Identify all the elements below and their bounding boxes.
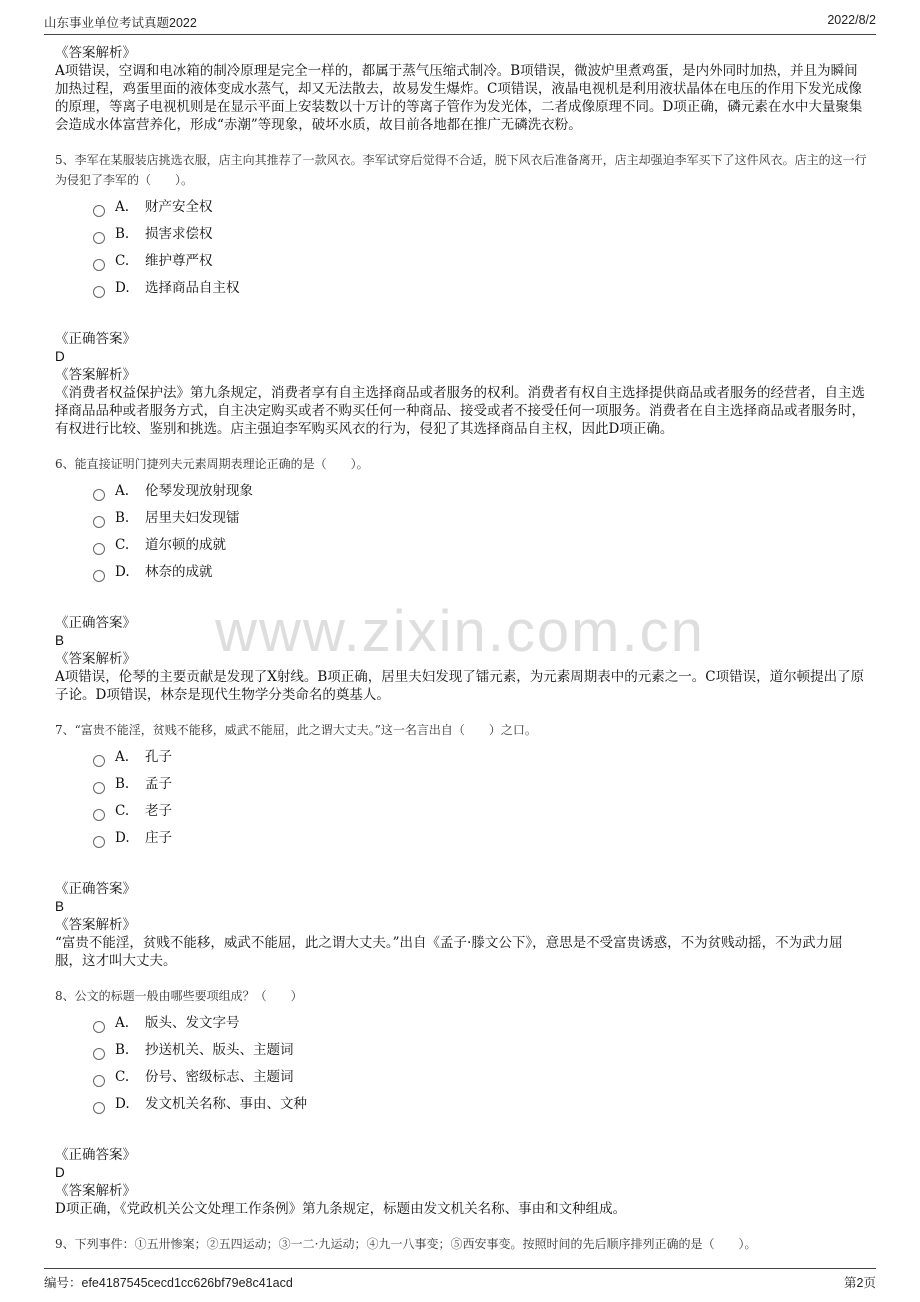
explain-label: 《答案解析》 [55,651,136,667]
document-body [55,44,867,1254]
question-stem: 8、公文的标题一般由哪些要项组成？（ ） [55,989,303,1003]
radio-icon[interactable] [93,232,105,244]
option-a[interactable]: A. 版头、发文字号 [93,1010,867,1037]
option-c[interactable]: C. 道尔顿的成就 [93,532,867,559]
option-list [93,194,867,302]
explain-label: 《答案解析》 [55,1183,136,1199]
radio-icon[interactable] [93,516,105,528]
radio-icon[interactable] [93,489,105,501]
correct-label: 《正确答案》 [55,1147,136,1163]
option-d[interactable]: D. 庄子 [93,825,867,852]
option-list [93,1010,867,1118]
document-title: 山东事业单位考试真题2022 [44,16,197,30]
correct-answer: D [55,1165,65,1180]
radio-icon[interactable] [93,570,105,582]
option-d[interactable]: D. 选择商品自主权 [93,275,867,302]
page-number: 第2页 [844,1276,876,1290]
question-stem: 9、下列事件：①五卅惨案；②五四运动；③一二·九运动；④九一八事变；⑤西安事变。按照时间的先后顺序排列正确的是（ ）。 [55,1237,757,1251]
option-d[interactable]: D. 林奈的成就 [93,559,867,586]
radio-icon[interactable] [93,809,105,821]
option-a[interactable]: A. 财产安全权 [93,194,867,221]
radio-icon[interactable] [93,782,105,794]
option-list [93,478,867,586]
explain-text: A项错误，伦琴的主要贡献是发现了X射线。B项正确，居里夫妇发现了镭元素，为元素周期表中的元素之一。C项错误，道尔顿提出了原子论。D项错误，林奈是现代生物学分类命名的奠基人。 [55,669,865,703]
radio-icon[interactable] [93,1075,105,1087]
explain-label: 《答案解析》 [55,367,136,383]
correct-label: 《正确答案》 [55,331,136,347]
radio-icon[interactable] [93,1102,105,1114]
document-date: 2022/8/2 [827,13,876,27]
correct-label: 《正确答案》 [55,881,136,897]
page-header [44,8,876,35]
question-stem: 6、能直接证明门捷列夫元素周期表理论正确的是（ ）。 [55,457,369,471]
correct-label: 《正确答案》 [55,615,136,631]
question-stem: 5、李军在某服装店挑选衣服，店主向其推荐了一款风衣。李军试穿后觉得不合适，脱下风衣后准备离开，店主却强迫李军买下了这件风衣。店主的这一行为侵犯了李军的（ ）。 [55,153,867,187]
option-d[interactable]: D. 发文机关名称、事由、文种 [93,1091,867,1118]
document-code: 编号：efe4187545cecd1cc626bf79e8c41acd [44,1276,293,1290]
option-b[interactable]: B. 抄送机关、版头、主题词 [93,1037,867,1064]
radio-icon[interactable] [93,755,105,767]
explain-text: “富贵不能淫，贫贱不能移，威武不能屈，此之谓大丈夫。”出自《孟子·滕文公下》，意思是不受富贵诱惑，不为贫贱动摇，不为武力屈服，这才叫大丈夫。 [55,935,843,969]
explain-label: 《答案解析》 [55,917,136,933]
radio-icon[interactable] [93,259,105,271]
option-b[interactable]: B. 孟子 [93,771,867,798]
option-c[interactable]: C. 维护尊严权 [93,248,867,275]
radio-icon[interactable] [93,1021,105,1033]
option-list [93,744,867,852]
page-footer [44,1268,876,1295]
question-stem: 7、“富贵不能淫，贫贱不能移，威武不能屈，此之谓大丈夫。”这一名言出自（ ）之口。 [55,723,537,737]
radio-icon[interactable] [93,1048,105,1060]
correct-answer: B [55,633,65,648]
correct-answer: D [55,349,65,364]
option-a[interactable]: A. 孔子 [93,744,867,771]
option-b[interactable]: B. 损害求偿权 [93,221,867,248]
correct-answer: B [55,899,65,914]
explain-text: D项正确，《党政机关公文处理工作条例》第九条规定，标题由发文机关名称、事由和文种组成。 [55,1201,627,1217]
radio-icon[interactable] [93,836,105,848]
option-c[interactable]: C. 份号、密级标志、主题词 [93,1064,867,1091]
radio-icon[interactable] [93,286,105,298]
radio-icon[interactable] [93,543,105,555]
explain-label: 《答案解析》 [55,45,136,61]
radio-icon[interactable] [93,205,105,217]
watermark: www.zixin.com.cn [215,599,705,664]
option-b[interactable]: B. 居里夫妇发现镭 [93,505,867,532]
explain-text: 《消费者权益保护法》第九条规定，消费者享有自主选择商品或者服务的权利。消费者有权自主选择提供商品或者服务的经营者，自主选择商品品种或者服务方式，自主决定购买或者不购买任何一种商品、接受或者不接受任何一项服务。消费者在自主选择商品或者服务时，有权进行比较、鉴别和挑选。店主强迫李军购买风衣的行为，侵犯了其选择商品自主权，因此D项正确。 [55,385,865,437]
option-c[interactable]: C. 老子 [93,798,867,825]
option-a[interactable]: A. 伦琴发现放射现象 [93,478,867,505]
explain-text: A项错误，空调和电冰箱的制冷原理是完全一样的，都属于蒸气压缩式制冷。B项错误，微波炉里煮鸡蛋，是内外同时加热，并且为瞬间加热过程，鸡蛋里面的液体变成水蒸气，却又无法散去，故易发生爆炸。C项错误，液晶电视机是利用液状晶体在电压的作用下发光成像的原理，等离子电视机则是在显示平面上安装数以十万计的等离子管作为发光体，二者成像原理不同。D项正确，磷元素在水中大量聚集会造成水体富营养化，形成“赤潮”等现象，破坏水质，故目前各地都在推广无磷洗衣粉。 [55,63,863,133]
